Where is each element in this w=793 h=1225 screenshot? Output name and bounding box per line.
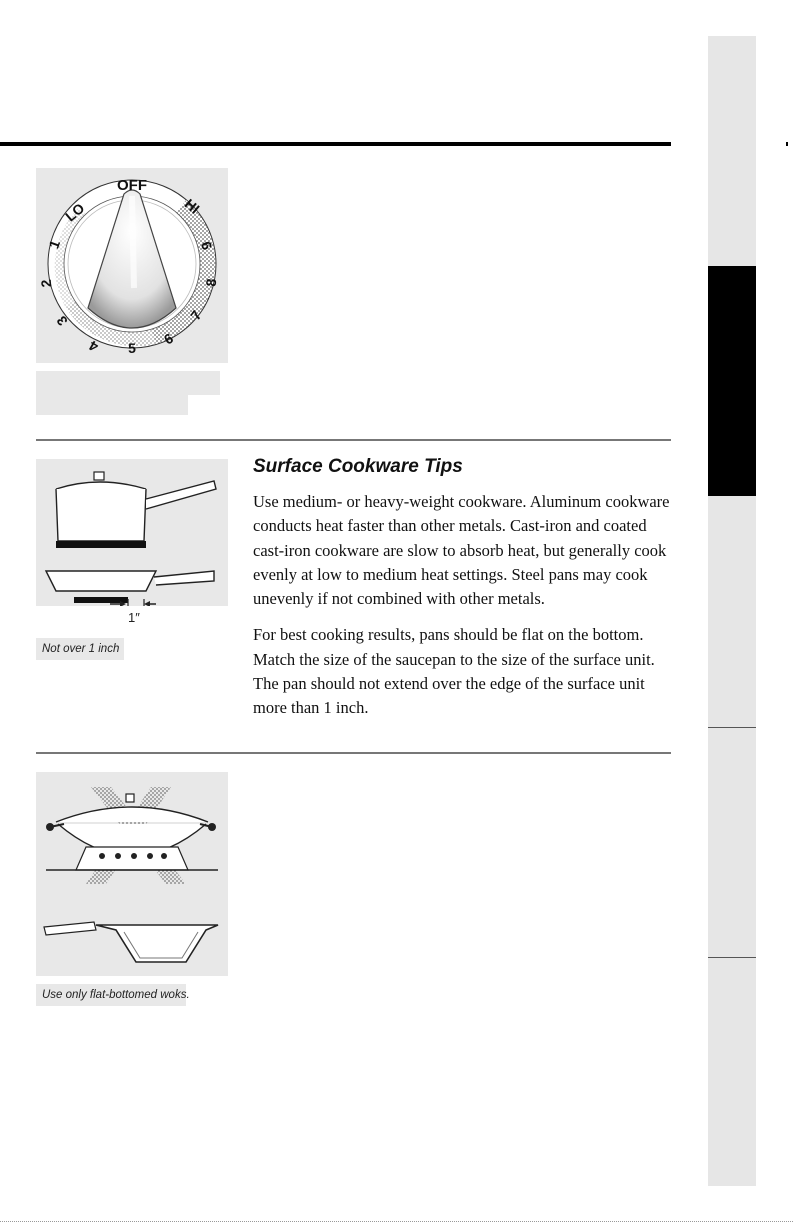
section-divider <box>36 439 671 441</box>
paragraph: For best cooking results, pans should be flat on the bottom. Match the size of the saucepan to the size of the surface unit. The pan should not extend over the edge of the surface unit more than 1 inch. <box>253 625 655 718</box>
saucepan-and-skillet-illustration <box>36 459 228 606</box>
knob-setting-1: 1 <box>45 237 64 251</box>
knob-setting-3: 3 <box>53 313 71 329</box>
knob-setting-9: 9 <box>197 239 216 253</box>
cookware-figure <box>36 459 228 606</box>
knob-caption-box <box>36 395 188 415</box>
knob-hi-label: HI <box>181 195 203 217</box>
wok-caption: Use only flat-bottomed woks. <box>36 984 186 1006</box>
tab-divider <box>708 957 756 958</box>
dimension-label: 1″ <box>128 610 140 625</box>
knob-setting-8: 8 <box>202 277 220 288</box>
section-body <box>253 490 671 733</box>
control-knob-illustration <box>36 168 228 363</box>
section-tab-strip <box>708 36 756 1186</box>
margin-mark <box>786 142 788 146</box>
active-section-tab <box>708 266 756 496</box>
paragraph: Use medium- or heavy-weight cookware. Aluminum cookware conducts heat faster than other metals. Cast-iron and coated cast-iron cookware are slow to absorb heat, but generally cook evenly at low to medium heat settings. Steel pans may cook unevenly if not combined with other metals. <box>253 492 670 609</box>
wok-figure <box>36 772 228 976</box>
tab-divider <box>708 727 756 728</box>
control-knob-figure <box>36 168 228 363</box>
knob-setting-4: 4 <box>86 337 101 356</box>
section-title: Surface Cookware Tips <box>253 456 463 477</box>
knob-setting-6: 6 <box>161 329 176 348</box>
knob-setting-2: 2 <box>37 278 55 289</box>
knob-caption-box <box>36 371 220 395</box>
section-divider <box>36 752 671 754</box>
knob-setting-7: 7 <box>187 307 205 323</box>
header-rule <box>0 142 671 146</box>
wok-illustration <box>36 772 228 976</box>
knob-setting-5: 5 <box>128 340 136 356</box>
pan-caption: Not over 1 inch <box>36 638 124 660</box>
knob-lo-label: LO <box>62 199 88 225</box>
trim-line <box>0 1221 793 1222</box>
knob-off-label: OFF <box>117 177 147 194</box>
